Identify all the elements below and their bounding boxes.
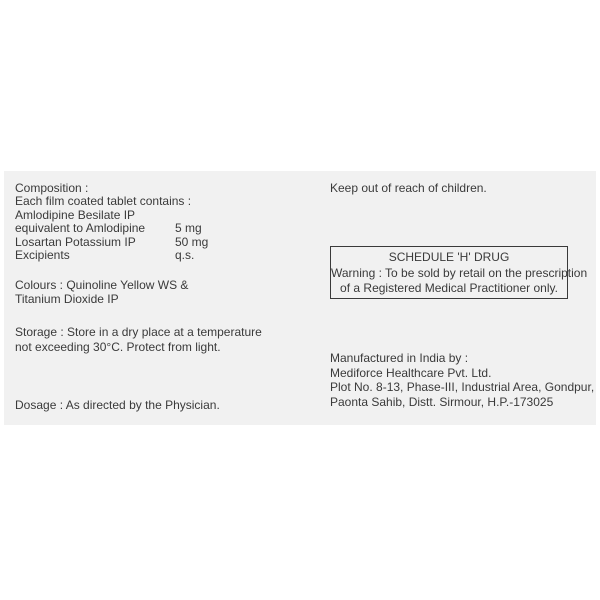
composition-label: Excipients <box>15 247 70 262</box>
schedule-title: SCHEDULE 'H' DRUG <box>388 250 510 264</box>
composition-row <box>15 208 191 221</box>
composition-row <box>15 247 195 262</box>
manufacturer-line: Paonta Sahib, Distt. Sirmour, H.P.-173025 <box>330 394 554 409</box>
dosage-text: Dosage : As directed by the Physician. <box>15 398 220 412</box>
composition-label: equivalent to Amlodipine <box>15 221 146 236</box>
colours-line: Colours : Quinoline Yellow WS & <box>15 278 189 292</box>
composition-row <box>15 234 209 249</box>
schedule-warning-line: Warning : To be sold by retail on the prescription <box>331 266 588 280</box>
composition-row <box>15 221 202 236</box>
composition-row <box>15 194 191 207</box>
storage-line: Storage : Store in a dry place at a temperature <box>15 325 262 339</box>
schedule-warning <box>331 266 588 295</box>
colours-line: Titanium Dioxide IP <box>15 292 119 306</box>
composition-label: Losartan Potassium IP <box>15 234 136 249</box>
schedule-warning-line: of a Registered Medical Practitioner only. <box>340 280 558 295</box>
storage-block <box>15 325 262 355</box>
composition-label: Amlodipine Besilate IP <box>15 207 136 222</box>
composition-block <box>15 181 209 262</box>
colours-block <box>15 278 188 306</box>
manufacturer-line: Manufactured in India by : <box>330 351 469 365</box>
keep-out-of-reach-text: Keep out of reach of children. <box>330 181 487 195</box>
composition-heading: Composition : <box>15 181 89 195</box>
manufacturer-block <box>330 351 594 409</box>
composition-amount: 5 mg <box>175 221 202 236</box>
storage-line: not exceeding 30°C. Protect from light. <box>15 340 221 354</box>
composition-amount: q.s. <box>175 247 195 262</box>
composition-label: Each film coated tablet contains : <box>15 194 192 209</box>
schedule-h-warning-box <box>330 246 588 299</box>
manufacturer-line: Mediforce Healthcare Pvt. Ltd. <box>330 365 492 380</box>
manufacturer-line: Plot No. 8-13, Phase-III, Industrial Area, Gondpur, <box>330 380 595 394</box>
composition-amount: 50 mg <box>175 234 209 249</box>
